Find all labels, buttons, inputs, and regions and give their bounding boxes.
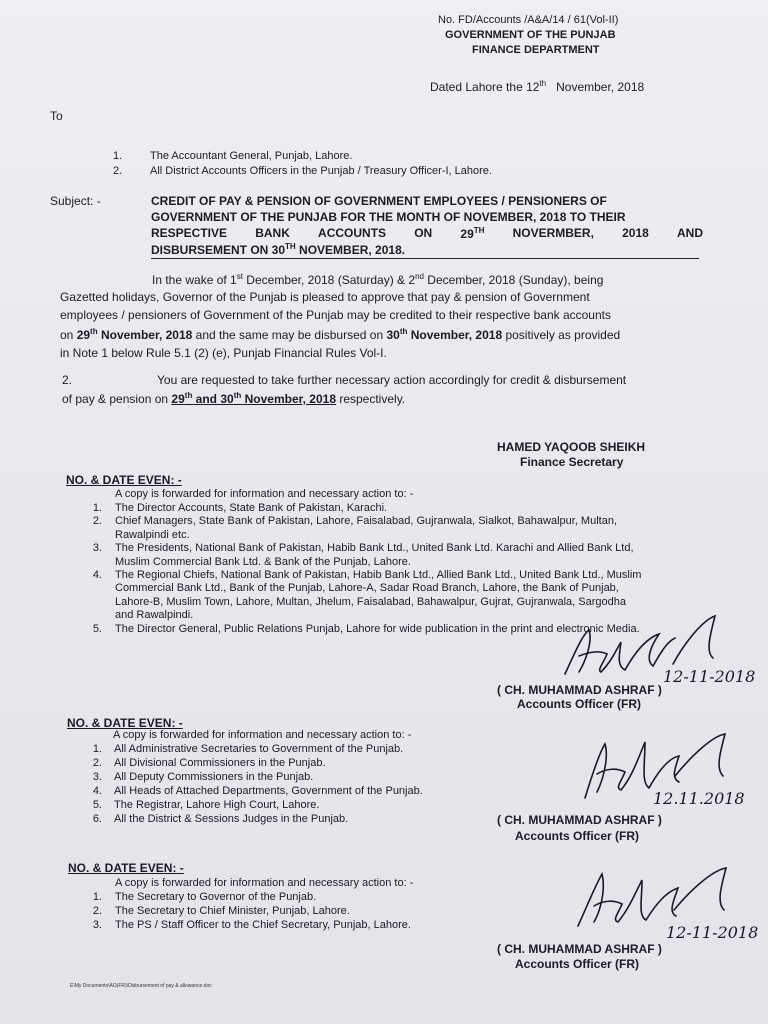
- signatory-name: ( CH. MUHAMMAD ASHRAF ): [497, 942, 662, 956]
- body-line: employees / pensioners of Government of the Punjab may be credited to their respective bank accounts: [60, 308, 611, 322]
- handwritten-signature: [570, 862, 760, 942]
- to-label: To: [50, 109, 63, 123]
- svg-text:12.11.2018: 12.11.2018: [653, 789, 745, 808]
- addressee-text: The Accountant General, Punjab, Lahore.: [150, 150, 353, 162]
- addressee-text: All District Accounts Officers in the Punjab / Treasury Officer-I, Lahore.: [150, 165, 492, 177]
- dated-line: Dated Lahore the 12th November, 2018: [430, 79, 645, 94]
- subject-line: CREDIT OF PAY & PENSION OF GOVERNMENT EMPLOYEES / PENSIONERS OF: [151, 194, 607, 208]
- reference-number: No. FD/Accounts /A&A/14 / 61(Vol-II): [438, 14, 619, 26]
- copy-heading: NO. & DATE EVEN: -: [68, 861, 184, 875]
- body-line: in Note 1 below Rule 5.1 (2) (e), Punjab Financial Rules Vol-I.: [60, 346, 387, 360]
- signatory-title: Accounts Officer (FR): [515, 957, 640, 971]
- subject-rule: [151, 258, 699, 259]
- body-line: In the wake of 1st December, 2018 (Saturday) & 2nd December, 2018 (Sunday), being: [152, 272, 604, 287]
- file-path-footer: E\My Documents\AO(FR)\Disbursement of pay & allowance.doc: [70, 983, 212, 989]
- department-heading: FINANCE DEPARTMENT: [472, 44, 600, 56]
- addressee-number: 1.: [113, 150, 123, 162]
- signatory-title: Accounts Officer (FR): [515, 829, 640, 843]
- subject-line: GOVERNMENT OF THE PUNJAB FOR THE MONTH OF NOVEMBER, 2018 TO THEIR: [151, 210, 626, 224]
- addressee-number: 2.: [113, 165, 123, 177]
- svg-text:12-11-2018: 12-11-2018: [663, 667, 756, 686]
- copy-intro: A copy is forwarded for information and necessary action to: -: [115, 488, 414, 500]
- body-line: of pay & pension on 29th and 30th November, 2018 respectively.: [62, 391, 406, 406]
- copy-heading: NO. & DATE EVEN: -: [66, 473, 182, 487]
- subject-line: DISBURSEMENT ON 30TH NOVEMBER, 2018.: [151, 242, 406, 257]
- body-line: Gazetted holidays, Governor of the Punjab is pleased to approve that pay & pension of Government: [60, 290, 590, 304]
- signatory-title: Finance Secretary: [520, 455, 624, 469]
- svg-text:12-11-2018: 12-11-2018: [666, 923, 759, 942]
- subject-label: Subject: -: [50, 194, 101, 208]
- paragraph-number: 2.: [62, 373, 73, 387]
- copy-intro: A copy is forwarded for information and necessary action to: -: [115, 877, 414, 889]
- signatory-name: HAMED YAQOOB SHEIKH: [497, 440, 646, 454]
- government-heading: GOVERNMENT OF THE PUNJAB: [445, 29, 616, 41]
- body-line: You are requested to take further necessary action accordingly for credit & disbursement: [157, 373, 627, 387]
- copy-intro: A copy is forwarded for information and necessary action to: -: [113, 729, 412, 741]
- handwritten-signature: [575, 728, 755, 810]
- handwritten-signature: [555, 612, 756, 692]
- copy-heading: NO. & DATE EVEN: -: [67, 716, 183, 730]
- body-line: on 29th November, 2018 and the same may be disbursed on 30th November, 2018 positively as provided: [60, 327, 621, 342]
- signatory-name: ( CH. MUHAMMAD ASHRAF ): [497, 683, 662, 697]
- subject-line: RESPECTIVE BANK ACCOUNTS ON 29TH NOVERMBER, 2018 AND: [151, 226, 703, 241]
- signatory-name: ( CH. MUHAMMAD ASHRAF ): [497, 813, 662, 827]
- document-page: No. FD/Accounts /A&A/14 / 61(Vol-II) GOVERNMENT OF THE PUNJAB FINANCE DEPARTMENT Dated Lahore the 12th November, 2018 To 1. The Accountant General, Punjab, Lahore. 2. All District Accounts Officers in the Punjab / Treasury Officer-I, Lahore. Subject: - CREDIT OF PAY & PENSION OF GOVERNMENT EMPLOYEES / PENSIONERS OF GOVERNMENT OF THE PUNJAB FOR THE MONTH OF NOVEMBER, 2018 TO THEIR RESPECTIVE BANK ACCOUNTS ON 29TH NOVERMBER, 2018 AND DISBURSEMENT ON 30TH NOVEMBER, 2018. In the wake of 1st December, 2018 (Saturday) & 2nd December, 2018 (Sunday), being Gazetted holidays, Governor of the Punjab is pleased to approve that pay & pension of Government employees / pensioners of Government of the Punjab may be credited to their respective bank accounts on 29th November, 2018 and the same may be disbursed on 30th November, 2018 positively as provided in Note 1 below Rule 5.1 (2) (e), Punjab Financial Rules Vol-I. 2. You are requested to take further necessary action accordingly for credit & disbursement of pay & pension on 29th and 30th November, 2018 respectively. HAMED YAQOOB SHEIKH Finance Secretary NO. & DATE EVEN: - A copy is forwarded for information and necessary action to: - 1. The Director Accounts, State Bank of Pakistan, Karachi. 2. Chief Managers, State Bank of Pakistan, Lahore, Faisalabad, Gujranwala, Sialkot, Bahawalpur, Multan, Rawalpindi etc. 3. The Presidents, National Bank of Pakistan, Habib Bank Ltd., United Bank Ltd. Karachi and Allied Bank Ltd, Muslim Commercial Bank Ltd. & Bank of the Punjab, Lahore. 4. The Regional Chiefs, National Bank of Pakistan, Habib Bank Ltd., Allied Bank Ltd., United Bank Ltd., Muslim Commercial Bank Ltd., Bank of the Punjab, Lahore-A, Sadar Road Branch, Lahore, the Bank of Punjab, Lahore-B, Muslim Town, Lahore, Multan, Jhelum, Faisalabad, Bahawalpur, Gujrat, Gujranwala, Sargodha and Rawalpindi. 5. The Director General, Public Relations Punjab, Lahore for wide publication in the print and electronic Media. 12-11-2018 ( CH. MUHAMMAD ASHRAF ) Accounts Officer (FR) NO. & DATE EVEN: - A copy is forwarded for information and necessary action to: - 1. All Administrative Secretaries to Government of the Punjab. 2. All Divisional Commissioners in the Punjab. 3. All Deputy Commissioners in the Punjab. 4. All Heads of Attached Departments, Government of the Punjab. 5. The Registrar, Lahore High Court, Lahore. 6. All the District & Sessions Judges in the Punjab. 12.11.2018 ( CH. MUHAMMAD ASHRAF ) Accounts Officer (FR) NO. & DATE EVEN: - A copy is forwarded for information and necessary action to: - 1. The Secretary to Governor of the Punjab. 2. The Secretary to Chief Minister, Punjab, Lahore. 3. The PS / Staff Officer to the Chief Secretary, Punjab, Lahore. 12-11-2018 ( CH. MUHAMMAD ASHRAF ) Accounts Officer (FR) E\My Documents\AO(FR)\Disbursement of pay & allowance.doc: [0, 0, 768, 1024]
- signatory-title: Accounts Officer (FR): [517, 697, 642, 711]
